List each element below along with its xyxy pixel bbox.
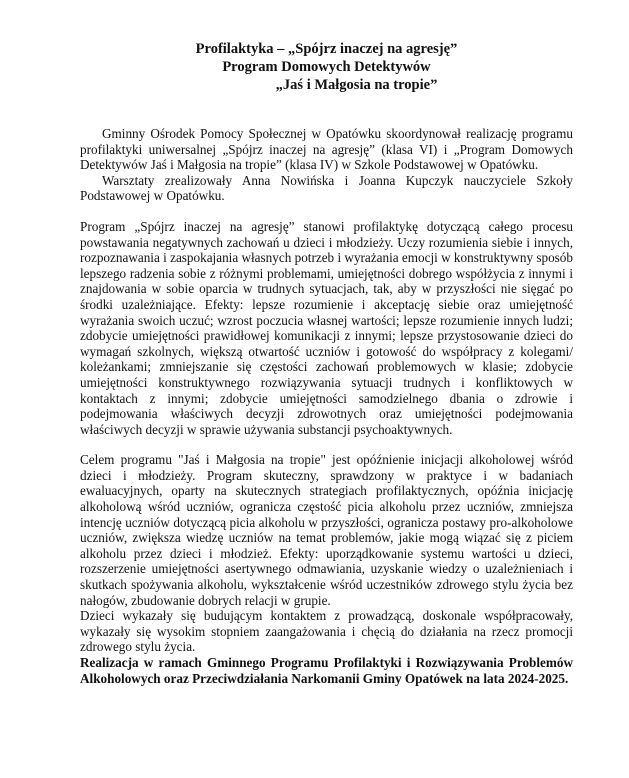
title-line-3: „Jaś i Małgosia na tropie” — [275, 77, 438, 93]
paragraph-children-summary: Dzieci wykazały się budującym kontaktem z prowadzącą, doskonale współpracowały, wykazały się wysokim stopniem zaangażowania i chęcią do działania na rzecz promocji zdrowego stylu życia. — [80, 608, 573, 655]
title-spacer — [80, 94, 573, 126]
title-line-1: Profilaktyka – „Spójrz inaczej na agresję” — [195, 41, 458, 57]
paragraph-workshops: Warsztaty zrealizowały Anna Nowińska i Joanna Kupczyk nauczyciele Szkoły Podstawowej w Opatówku. — [80, 172, 573, 204]
document-title — [80, 40, 573, 94]
paragraph-program-aggression: Program „Spójrz inaczej na agresję” stanowi profilaktykę dotyczącą całego procesu powstawania negatywnych zachowań u dzieci i młodzieży. Uczy rozumienia siebie i innych, rozpoznawania i zaspokajania własnych potrzeb i wyrażania emocji w konstruktywny sposób lepszego radzenia sobie z różnymi problemami, umiejętności dobrego współżycia z innymi i znajdowania w sobie oparcia w trudnych sytuacjach, tak, aby w przyszłości nie sięgać po środki uzależniające. Efekty: lepsze rozumienie i akceptację siebie oraz umiejętność wyrażania swoich uczuć; wzrost poczucia własnej wartości; lepsze rozumienie innych ludzi; zdobycie umiejętności prawidłowej komunikacji z innymi; lepsze przystosowanie dzieci do wymagań szkolnych, większą otwartość uczniów i gotowość do współpracy z kolegami/ koleżankami; zmniejszanie się częstości zachowań problemowych w klasie; zdobycie umiejętności konstruktywnego rozwiązywania sytuacji trudnych i konfliktowych w kontaktach z innymi; zdobycie umiejętności samodzielnego dbania o zdrowie i podejmowania właściwych decyzji zdrowotnych oraz umiejętności podejmowania właściwych decyzji w sprawie używania substancji psychoaktywnych. — [80, 218, 573, 437]
paragraph-gap — [80, 437, 573, 452]
paragraph-intro: Gminny Ośrodek Pomocy Społecznej w Opatówku skoordynował realizację programu profilaktyki uniwersalnej „Spójrz inaczej na agresję” (klasa VI) i „Program Domowych Detektywów Jaś i Małgosia na tropie” (klasa IV) w Szkole Podstawowej w Opatówku. — [80, 126, 573, 173]
paragraph-funding-note: Realizacja w ramach Gminnego Programu Profilaktyki i Rozwiązywania Problemów Alkoholowych oraz Przeciwdziałania Narkomanii Gminy Opatówek na lata 2024-2025. — [80, 655, 573, 686]
paragraph-program-detectives: Celem programu "Jaś i Małgosia na tropie" jest opóźnienie inicjacji alkoholowej wśród dzieci i młodzieży. Program skuteczny, sprawdzony w praktyce i w badaniach ewaluacyjnych, oparty na skutecznych strategiach profilaktycznych, opóźnia inicjację alkoholową wśród uczniów, ogranicza częstość picia alkoholu przez uczniów, zmniejsza intencję uczniów dotyczącą picia alkoholu w przyszłości, ogranicza postawy pro-alkoholowe uczniów, zwiększa wiedzę uczniów na temat problemów, jakie mogą wiązać się z piciem alkoholu przez dzieci i młodzież. Efekty: uporządkowanie systemu wartości u dzieci, rozszerzenie umiejętności asertywnego odmawiania, uzyskanie wiedzy o uzależnieniach i skutkach spożywania alkoholu, wykształcenie wśród uczestników zdrowego stylu życia bez nałogów, zbudowanie dobrych relacji w grupie. — [80, 452, 573, 608]
paragraph-gap — [80, 204, 573, 219]
document-page — [80, 40, 573, 686]
title-line-2: Program Domowych Detektywów — [222, 59, 431, 75]
